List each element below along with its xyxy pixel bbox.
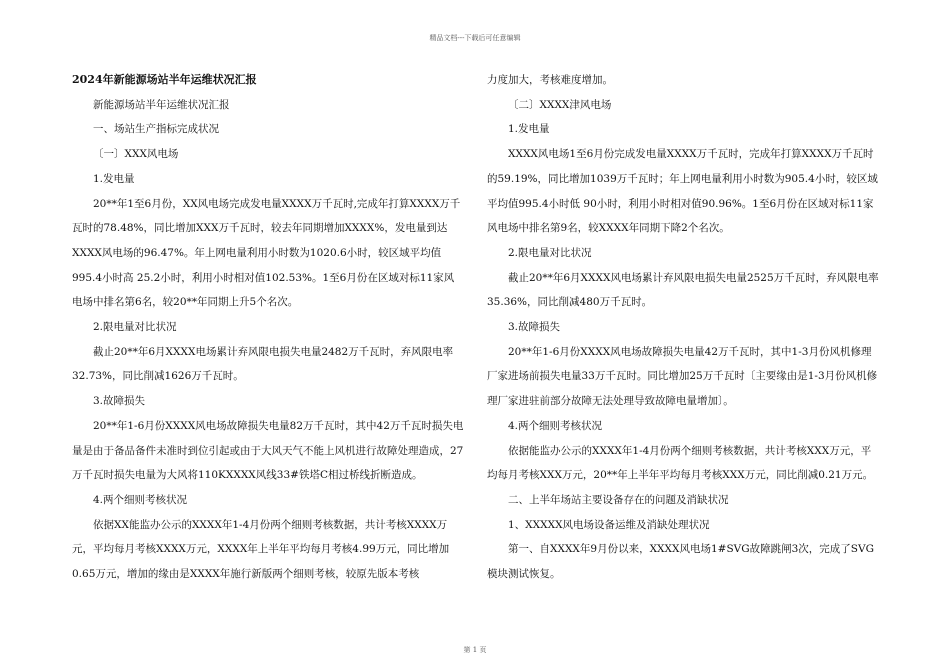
body-paragraph: 依据能监办公示的XXXX年1-4月份两个细则考核数据，共计考核XXX万元，平均每月考核XXX万元，20**年上半年平均每月考核XXX万元，同比削减0.21万元。 — [487, 444, 874, 482]
section-heading: 二、上半年场站主要设备存在的问题及消缺状况 — [508, 493, 729, 506]
item-heading: 4.两个细则考核状况 — [93, 493, 188, 506]
body-paragraph: 依据XX能监办公示的XXXX年1-4月份两个细则考核数据，共计考核XXXX万元，平均每月考核XXXX万元，XXXX年上半年平均每月考核4.99万元，同比增加0.65万元，增加的缘由是XXXX年施行新版两个细则考核，较原先版本考核 — [72, 518, 450, 581]
subsection-heading: 〔一〕XXX风电场 — [93, 148, 179, 161]
left-column — [72, 68, 464, 587]
body-paragraph: 截止20**年6月XXXX电场累计弃风限电损失电量2482万千瓦时，弃风限电率32.73%，同比削减1626万千瓦时。 — [72, 345, 454, 383]
body-paragraph: 第一、自XXXX年9月份以来，XXXX风电场1#SVG故障跳闸3次，完成了SVG模块测试恢复。 — [487, 543, 874, 581]
body-paragraph: 20**年1至6月份，XX风电场完成发电量XXXX万千瓦时,完成年打算XXXX万千瓦时的78.48%，同比增加XXX万千瓦时，较去年同期增加XXXX%，发电量到达XXXX风电场的96.47%。年上网电量利用小时数为1020.6小时，较区域平均值995.4小时高 25.2小时，利用小时相对值102.53%。1至6月份在区域对标11家风电场中排名第6名，较20**年同期上升5个名次。 — [72, 197, 461, 309]
page-header: 精品文档---下载后可任意编辑 — [429, 34, 521, 42]
item-heading: 1.发电量 — [508, 123, 550, 136]
body-paragraph: 截止20**年6月XXXX风电场累计弃风限电损失电量2525万千瓦时，弃风限电率35.36%，同比削减480万千瓦时。 — [487, 271, 879, 309]
subsection-heading: 1、XXXXX风电场设备运维及消缺处理状况 — [508, 518, 710, 531]
report-subtitle: 新能源场站半年运维状况汇报 — [93, 98, 230, 111]
body-paragraph: 20**年1-6月份XXXX风电场故障损失电量42万千瓦时，其中1-3月份风机修理厂家进场前损失电量33万千瓦时。同比增加25万千瓦时〔主要缘由是1-3月份风机修理厂家进驻前部分故障无法处理导致故障电量增加〕。 — [487, 345, 878, 408]
subsection-heading: 〔二〕XXXX津风电场 — [508, 98, 612, 111]
section-heading: 一、场站生产指标完成状况 — [93, 123, 219, 136]
page-footer: 第 1 页 — [463, 646, 487, 654]
body-paragraph-continued: 力度加大，考核难度增加。 — [487, 74, 613, 86]
document-title: 2024年新能源场站半年运维状况汇报 — [72, 73, 257, 86]
body-paragraph: 20**年1-6月份XXXX风电场故障损失电量82万千瓦时，其中42万千瓦时损失电量是由于备品备件未准时到位引起或由于大风天气不能上风机进行故障处理造成，27万千瓦时损失电量为大风将110KXXXX风线33#铁塔C相过桥线折断造成。 — [72, 419, 464, 482]
item-heading: 2.限电量对比状况 — [508, 246, 592, 259]
item-heading: 1.发电量 — [93, 172, 135, 185]
item-heading: 2.限电量对比状况 — [93, 321, 177, 334]
item-heading: 3.故障损失 — [508, 321, 561, 334]
right-column — [487, 68, 879, 587]
body-paragraph: XXXX风电场1至6月份完成发电量XXXX万千瓦时，完成年打算XXXX万千瓦时的59.19%，同比增加1039万千瓦时；年上网电量利用小时数为905.4小时，较区域平均值995.4小时低 90小时，利用小时相对值90.96%。1至6月份在区域对标11家风电场中排名第9名，较XXXX年同期下降2个名次。 — [487, 148, 878, 235]
item-heading: 4.两个细则考核状况 — [508, 419, 603, 432]
item-heading: 3.故障损失 — [93, 395, 146, 408]
